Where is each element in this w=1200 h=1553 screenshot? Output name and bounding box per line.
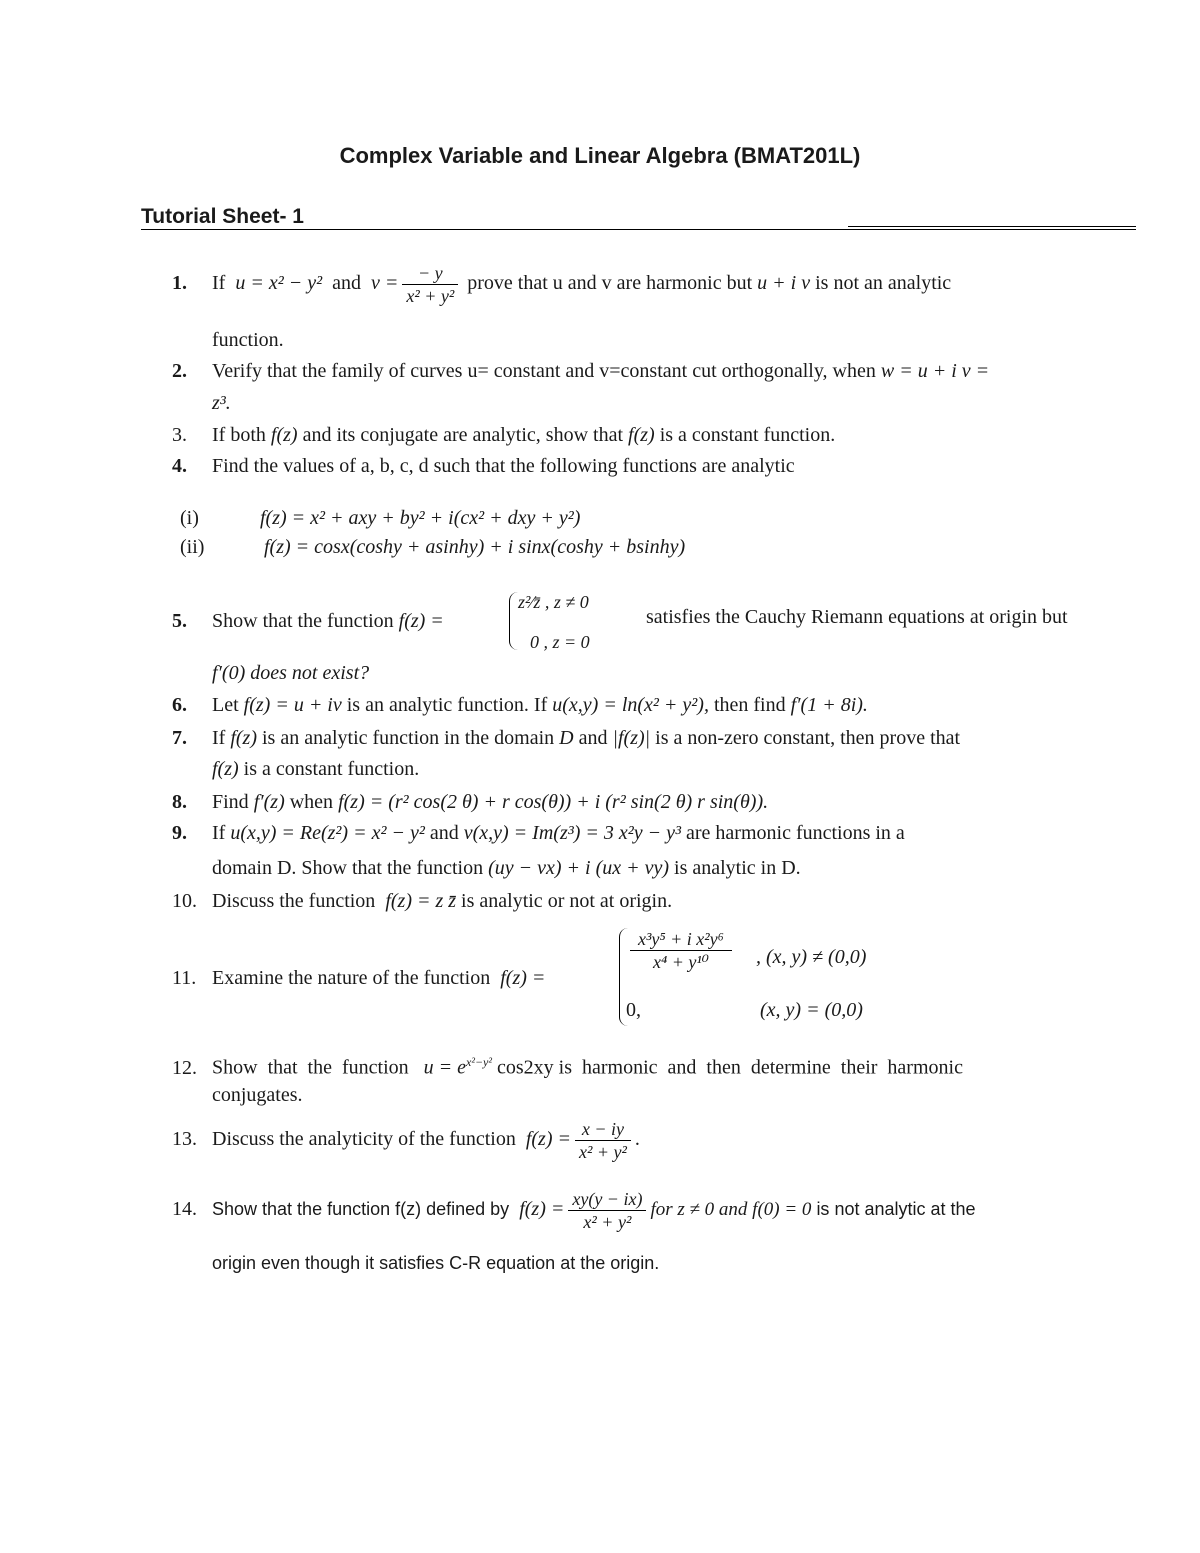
q5-text: satisfies the Cauchy Riemann equations at origin but bbox=[646, 606, 1068, 628]
fraction: $\frac{x - iy}{\text{x² + y²}}$ bbox=[575, 1118, 631, 1163]
fraction: $\frac{- y}{\text{x² + y²}}$ bbox=[402, 262, 458, 307]
question-9: 9. If u(x,y) = Re(z²) = x² − y² and v(x,y) = Im(z³) = 3 x²y − y³ are harmonic functions in a bbox=[172, 822, 905, 844]
q5-case-2: 0 , z = 0 bbox=[530, 632, 590, 652]
question-8: 8. Find f′(z) when f(z) = (r² cos(2 θ) + r cos(θ)) + i (r² sin(2 θ) r sin(θ)). bbox=[172, 791, 769, 813]
question-13: 13. Discuss the analyticity of the function f(z) = $\frac{x - iy}{\text{x² + y²}}$ . bbox=[172, 1119, 640, 1162]
heading-rule-upper bbox=[848, 226, 1136, 227]
question-7-cont: f(z) is a constant function. bbox=[212, 758, 420, 780]
q5-case-1: z²⁄z̄ , z ≠ 0 bbox=[518, 592, 589, 612]
question-4-part-i: (i) f(z) = x² + axy + by² + i(cx² + dxy + y²) bbox=[180, 507, 581, 529]
q11-fraction: $\frac{\text{x³y⁵ + i x²y⁶}}{\text{x⁴ + y¹⁰}}$ bbox=[626, 928, 736, 973]
question-11: 11. Examine the nature of the function f(z) = bbox=[172, 967, 546, 989]
page-title: Complex Variable and Linear Algebra (BMAT201L) bbox=[339, 143, 861, 168]
q11-condition-2: (x, y) = (0,0) bbox=[760, 999, 863, 1021]
question-2: 2. Verify that the family of curves u= constant and v=constant cut orthogonally, when w = u + i v = bbox=[172, 360, 990, 382]
question-4-part-ii: (ii) f(z) = cosx(coshy + asinhy) + i sinx(coshy + bsinhy) bbox=[180, 536, 686, 558]
question-5-cont: f′(0) does not exist? bbox=[212, 662, 370, 684]
question-1-cont: function. bbox=[212, 329, 284, 351]
heading-rule bbox=[141, 229, 1136, 230]
question-9-cont: domain D. Show that the function (uy − vx) + i (ux + vy) is analytic in D. bbox=[212, 857, 801, 879]
question-3: 3. If both f(z) and its conjugate are analytic, show that f(z) is a constant function. bbox=[172, 424, 836, 446]
question-4: 4. Find the values of a, b, c, d such that the following functions are analytic bbox=[172, 455, 795, 477]
question-12-cont: conjugates. bbox=[212, 1084, 303, 1106]
question-12: 12. Show that the function $u = e^{x^2-y^2}$ cos2xy is harmonic and then determine their harmonic bbox=[172, 1055, 963, 1079]
question-14-cont: origin even though it satisfies C-R equation at the origin. bbox=[212, 1253, 660, 1273]
question-5: 5. Show that the function f(z) = bbox=[172, 610, 444, 632]
q11-case-2: 0, bbox=[626, 999, 641, 1021]
question-6: 6. Let f(z) = u + iv is an analytic function. If u(x,y) = ln(x² + y²), then find f′(1 + 8i). bbox=[172, 694, 868, 716]
q11-condition-1: , (x, y) ≠ (0,0) bbox=[756, 946, 867, 968]
question-2-cont: z³. bbox=[212, 392, 231, 414]
tutorial-sheet-heading: Tutorial Sheet- 1 bbox=[141, 205, 304, 228]
question-7: 7. If f(z) is an analytic function in the domain D and |f(z)| is a non-zero constant, then prove that bbox=[172, 727, 961, 749]
question-10: 10. Discuss the function f(z) = z z̄ is analytic or not at origin. bbox=[172, 890, 673, 912]
question-1: 1. If u = x² − y² and v = $\frac{- y}{\text{x² + y²}}$ prove that u and v are harmonic but u + i v is not an analytic bbox=[172, 263, 952, 306]
piecewise-brace bbox=[509, 592, 518, 650]
fraction: $\frac{xy(y - ix)}{\text{x² + y²}}$ bbox=[568, 1188, 646, 1233]
question-14: 14. Show that the function f(z) defined by f(z) = $\frac{xy(y - ix)}{\text{x² + y²}}$ for z ≠ 0 and f(0) = 0 is not analytic at the bbox=[172, 1189, 976, 1232]
